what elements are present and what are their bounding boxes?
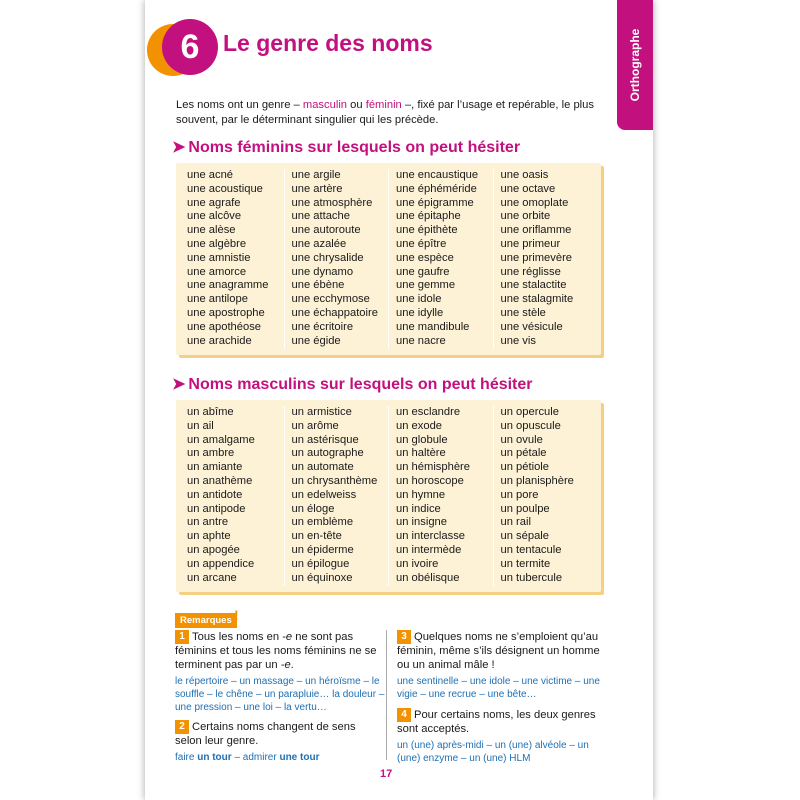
remark-3-example: une sentinelle – une idole – une victime – une vigie – une recrue – une bête… [397,676,600,700]
word-item: un équinoxe [291,571,353,584]
word-item: un armistice [291,406,352,418]
word-item: une ébène [291,279,345,292]
word-item: une épigramme [396,196,474,209]
example-text-bold: une tour [279,752,320,763]
word-item: un emblème [291,516,354,529]
word-item: une épithète [396,224,458,237]
word-item: un arcane [187,571,237,584]
word-item: un automate [291,461,354,474]
word-item: un tubercule [500,571,563,584]
word-item: une argile [291,169,341,181]
intro-text: –, fixé par l’usage et repérable, le plus souvent, par le déterminant singulier qui les précède. [176,99,594,126]
word-item: un tentacule [500,543,562,556]
word-item: un antre [187,516,229,529]
word-item: un autographe [291,447,364,460]
word-item: une acoustique [187,182,263,195]
word-item: une ecchymose [291,293,370,306]
word-item: une amnistie [187,251,251,264]
word-item: un intermède [396,543,462,556]
word-item: un ovule [500,433,543,446]
word-item: un chrysanthème [291,474,378,487]
word-item: un rail [500,516,531,529]
word-item: une anagramme [187,279,269,292]
word-item: une arachide [187,334,252,347]
word-item: un interclasse [396,530,466,543]
side-tab-label: Orthographe [628,28,642,102]
word-item: une épître [396,237,447,250]
intro-feminin: féminin [365,99,402,111]
intro-text: ou [347,99,366,111]
remark-text: Tous les noms en [192,631,283,643]
word-item: une gemme [396,279,456,292]
remarks-exclamation: ! [234,607,239,623]
remark-1 [175,630,380,672]
word-item: une alèse [187,224,236,237]
word-item: une acné [187,169,234,181]
word-column [285,406,390,586]
arrow-icon: ➤ [172,376,186,393]
word-item: un pétiole [500,461,550,474]
word-item: une attache [291,210,350,223]
remark-badge: 1 [175,630,189,644]
word-item: un planisphère [500,474,574,487]
page-title: Le genre des noms [223,30,433,56]
word-column [389,169,494,349]
feminine-word-table [176,163,601,355]
word-item: une apothéose [187,320,262,333]
remark-text: . [290,659,294,671]
word-item: une vis [500,334,536,347]
page-number: 17 [380,768,393,780]
word-item: un ivoire [396,557,439,570]
word-item: une azalée [291,237,347,250]
arrow-icon: ➤ [172,139,186,156]
word-item: une algèbre [187,237,247,250]
word-item: une réglisse [500,265,561,278]
column-divider [386,630,387,760]
word-item: un astérisque [291,433,359,446]
word-item: un indice [396,502,441,515]
word-item: une égide [291,334,341,347]
word-item: un poulpe [500,502,550,515]
word-item: une apostrophe [187,306,265,319]
word-item: un opuscule [500,419,561,432]
word-column [494,169,598,349]
word-item: une octave [500,182,556,195]
word-item: une épitaphe [396,210,461,223]
word-item: une alcôve [187,210,242,223]
word-item: un antipode [187,502,246,515]
remark-2 [175,720,380,748]
word-column [180,406,285,586]
intro-text: Les noms ont un genre – [176,99,303,111]
word-item: une primevère [500,251,573,264]
word-item: un amiante [187,461,243,474]
word-item: un éloge [291,502,335,515]
word-item: une antilope [187,293,248,306]
masculine-heading [172,374,533,394]
remark-text: Pour certains noms, les deux genres sont acceptés. [397,709,596,735]
example-text: – admirer [231,752,280,763]
word-item: une chrysalide [291,251,364,264]
word-column [180,169,285,349]
word-column [285,169,390,349]
remark-text: ne sont pas féminins et tous les noms féminins ne se terminent pas par un [175,631,377,671]
word-item: un opercule [500,406,559,418]
word-column [389,406,494,586]
word-item: une dynamo [291,265,354,278]
word-item: une nacre [396,334,446,347]
word-item: une stalactite [500,279,567,292]
word-item: une encaustique [396,169,479,181]
word-item: un exode [396,419,443,432]
feminine-heading-text: Noms féminins sur lesquels on peut hésiter [188,139,521,156]
word-item: un horoscope [396,474,464,487]
intro-paragraph [176,98,606,128]
word-item: une gaufre [396,265,450,278]
remark-badge: 3 [397,630,411,644]
intro-masculin: masculin [302,99,348,111]
word-item: un épiderme [291,543,354,556]
example-text-bold: un tour [197,752,232,763]
word-item: une éphéméride [396,182,477,195]
word-item: un obélisque [396,571,460,584]
word-item: une atmosphère [291,196,373,209]
word-column [494,406,598,586]
word-item: une artère [291,182,343,195]
word-item: un anathème [187,474,253,487]
word-item: une écritoire [291,320,354,333]
side-tab [617,0,653,130]
word-item: un insigne [396,516,448,529]
word-item: une stèle [500,306,546,319]
remark-badge: 4 [397,708,411,722]
word-item: un haltère [396,447,446,460]
word-item: un termite [500,557,551,570]
word-item: un abîme [187,406,234,418]
word-item: un pore [500,488,539,501]
remark-text: Quelques noms ne s’emploient qu’au féminin, même s’ils désignent un homme ou un animal mâle ! [397,631,600,671]
word-item: une autoroute [291,224,361,237]
word-item: un appendice [187,557,255,570]
word-item: une omoplate [500,196,569,209]
example-text: faire [175,752,198,763]
word-item: une idole [396,293,442,306]
remark-4-example: un (une) après-midi – un (une) alvéole – un (une) enzyme – un (une) HLM [397,740,589,764]
remark-text-em: -e [282,631,293,643]
masculine-word-table [176,400,601,592]
word-item: un aphte [187,530,231,543]
word-item: un ail [187,419,214,432]
remark-text-em: -e [280,659,291,671]
word-item: une orbite [500,210,551,223]
word-item: un sépale [500,530,550,543]
word-item: un arôme [291,419,339,432]
feminine-heading [172,137,520,157]
remarks-label: Remarques [175,613,237,628]
remark-text: Certains noms changent de sens selon leur genre. [175,721,356,747]
word-item: un antidote [187,488,243,501]
word-item: un hémisphère [396,461,471,474]
word-item: une vésicule [500,320,563,333]
word-item: une échappatoire [291,306,378,319]
word-item: un hymne [396,488,446,501]
word-item: un globule [396,433,448,446]
word-item: un en-tête [291,530,342,543]
word-item: un amalgame [187,433,255,446]
word-item: un pétale [500,447,547,460]
word-item: un esclandre [396,406,461,418]
chapter-number: 6 [162,19,218,75]
word-item: une oriflamme [500,224,572,237]
word-item: une agrafe [187,196,241,209]
word-item: une mandibule [396,320,470,333]
word-item: un apogée [187,543,240,556]
word-item: une primeur [500,237,561,250]
masculine-heading-text: Noms masculins sur lesquels on peut hésiter [188,376,533,393]
remark-badge: 2 [175,720,189,734]
remark-4 [397,708,602,736]
word-item: une espèce [396,251,454,264]
word-item: une oasis [500,169,549,181]
remark-3 [397,630,602,672]
word-item: un edelweiss [291,488,357,501]
remark-1-example: le répertoire – un massage – un héroïsme – le souffle – le chêne – un parapluie… la douleur – une pression – une loi – la vertu… [175,676,385,713]
remark-2-example [175,751,385,764]
word-item: une idylle [396,306,444,319]
word-item: une amorce [187,265,247,278]
word-item: un ambre [187,447,235,460]
word-item: une stalagmite [500,293,574,306]
word-item: un épilogue [291,557,350,570]
